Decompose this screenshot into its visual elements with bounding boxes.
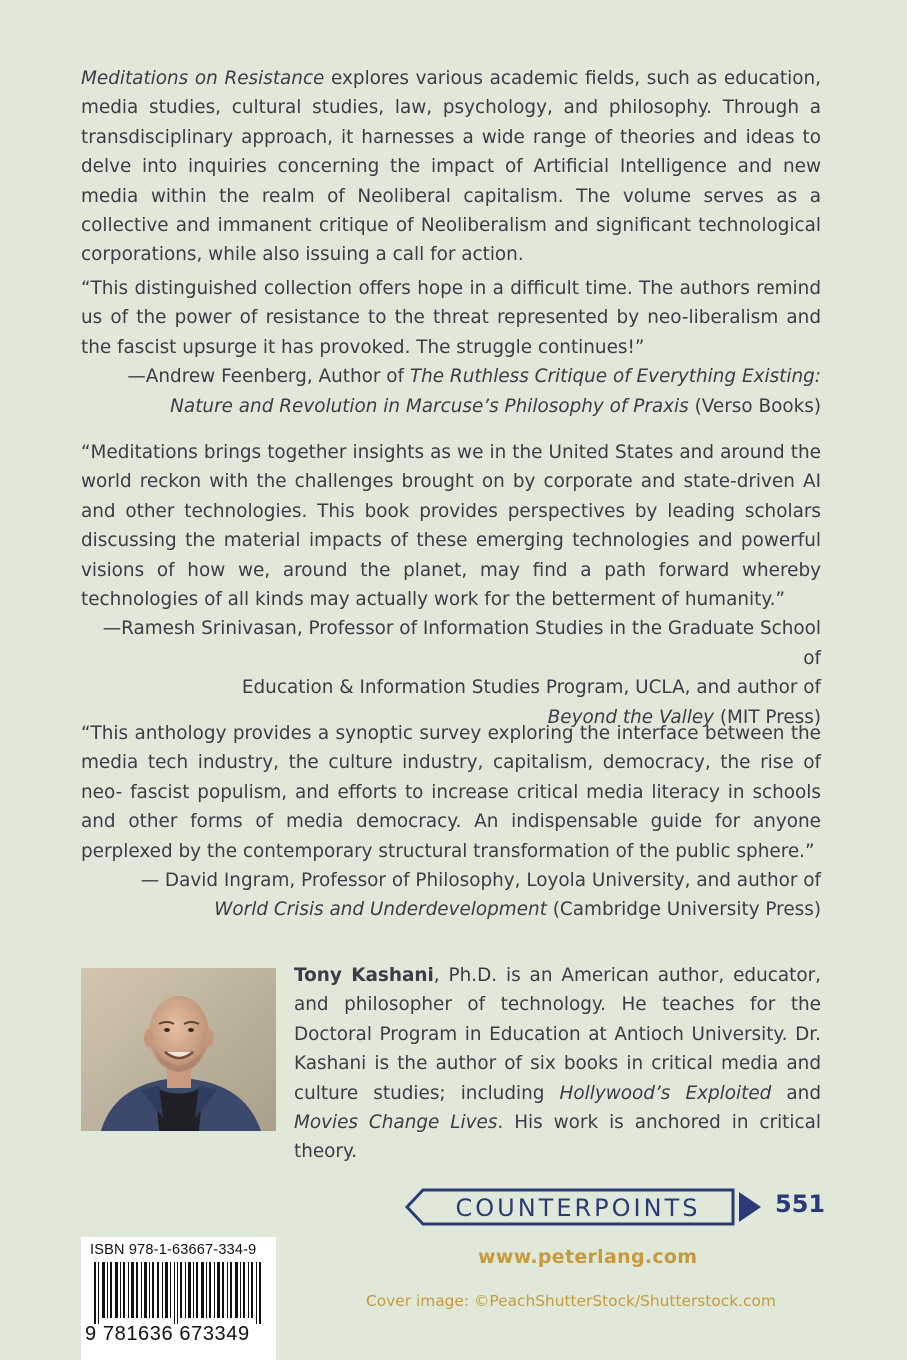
barcode bbox=[92, 1262, 267, 1324]
endorsement-quote: “This distinguished collection offers hope in a difficult time. The authors remind us of the power of resistance to the threat represented by neo-liberalism and the fascist upsurge it has provoked. The struggle continues!” bbox=[81, 278, 821, 358]
endorsement-quote: “Meditations brings together insights as we in the United States and around the world reckon with the challenges brought on by corporate and state-driven AI and other technologies. This book provides perspectives by leading scholars discussing the material impacts of these emerging technologies and powerful visions of how we, around the planet, may find a path forward whereby technologies of all kinds may actually work for the betterment of humanity.” bbox=[81, 442, 821, 611]
endorsement-attribution: —Andrew Feenberg, Author of The Ruthless Critique of Everything Existing: Nature and Revolution in Marcuse’s Philosophy of Praxis (Verso Books) bbox=[127, 366, 821, 417]
author-photo bbox=[81, 968, 276, 1131]
book-title: Meditations on Resistance bbox=[81, 68, 325, 89]
publisher-website[interactable]: www.peterlang.com bbox=[478, 1246, 698, 1268]
series-name: COUNTERPOINTS bbox=[455, 1194, 701, 1222]
endorsement-quote: “This anthology provides a synoptic survey exploring the interface between the media tech industry, the culture industry, capitalism, democracy, the rise of neo- fascist populism, and efforts to increase critical media literacy in schools and other forms of media democracy. An indispensable guide for anyone perplexed by the contemporary structural transformation of the public sphere.” bbox=[81, 723, 821, 862]
endorsement-attribution: —Ramesh Srinivasan, Professor of Information Studies in the Graduate School of Education & Information Studies Program, UCLA, and author of Beyond the Valley (MIT Press) bbox=[102, 618, 821, 728]
isbn-barcode-box bbox=[81, 1237, 276, 1360]
description-text: explores various academic fields, such as education, media studies, cultural studies, law, psychology, and philosophy. Through a transdisciplinary approach, it harnesses a wide range of theories and ideas to delve into inquiries concerning the impact of Artificial Intelligence and new media within the realm of Neoliberal capitalism. The volume serves as a collective and immanent critique of Neoliberalism and significant technological corporations, while also issuing a call for action. bbox=[81, 68, 821, 266]
endorsement-feenberg bbox=[81, 274, 821, 421]
series-number: 551 bbox=[775, 1190, 826, 1218]
endorsement-attribution: — David Ingram, Professor of Philosophy, Loyola University, and author of World Crisis and Underdevelopment (Cambridge University Press) bbox=[140, 870, 821, 921]
endorsement-ingram bbox=[81, 719, 821, 925]
isbn-label: ISBN 978-1-63667-334-9 bbox=[90, 1242, 257, 1258]
endorsement-srinivasan bbox=[81, 438, 821, 732]
author-bio: Tony Kashani, Ph.D. is an American author, educator, and philosopher of technology. He teaches for the Doctoral Program in Education at Antioch University. Dr. Kashani is the author of six books in critical media and culture studies; including Hollywood’s Exploited and Movies Change Lives. His work is anchored in critical theory. bbox=[294, 965, 821, 1163]
book-description bbox=[81, 64, 821, 270]
isbn-digits: 9 781636 673349 bbox=[85, 1323, 250, 1345]
cover-image-credit: Cover image: ©PeachShutterStock/Shutterstock.com bbox=[366, 1292, 776, 1310]
book-title-2: Movies Change Lives bbox=[294, 1112, 498, 1134]
series-logo bbox=[403, 1186, 765, 1232]
author-name: Tony Kashani bbox=[294, 965, 434, 986]
book-title-1: Hollywood’s Exploited bbox=[559, 1082, 772, 1104]
